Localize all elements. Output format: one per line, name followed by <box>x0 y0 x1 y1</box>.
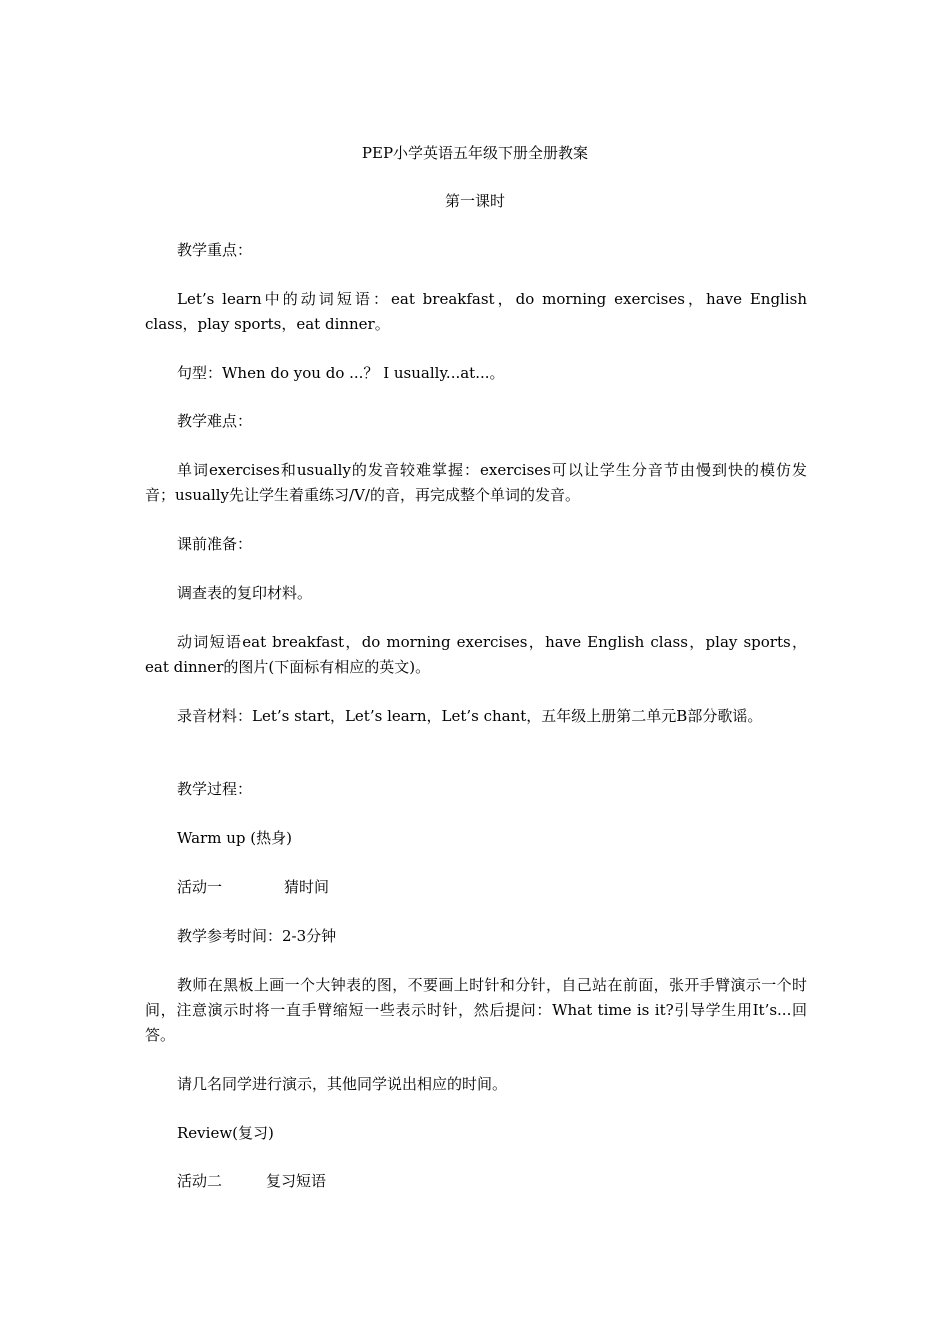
activity1-name: 猜时间 <box>284 878 330 896</box>
difficulty-text: 单词exercises和usually的发音较难掌握：exercises可以让学生分音节由慢到快的模仿发音；usually先让学生着重练习/V/的音，再完成整个单词的发音。 <box>145 461 807 504</box>
activity2-label: 活动二 <box>177 1172 223 1190</box>
process-heading: 教学过程： <box>177 780 253 798</box>
key-points-heading: 教学重点： <box>177 241 253 259</box>
sentence-pattern: 句型：When do you do ...？ I usually...at...。 <box>177 364 505 382</box>
prep-item-pictures: 动词短语eat breakfast，do morning exercises，have English class，play sports，eat dinner的图片(下面标有相应的英文)。 <box>145 633 807 676</box>
activity1-description: 教师在黑板上画一个大钟表的图，不要画上时针和分针，自己站在前面，张开手臂演示一个时间，注意演示时将一直手臂缩短一些表示时针，然后提问：What time is it?引导学生用It’s...回答。 <box>145 976 807 1044</box>
key-points-text: Let’s learn中的动词短语：eat breakfast，do morning exercises，have English class，play sports，eat dinner。 <box>145 290 807 333</box>
activity2-name: 复习短语 <box>266 1172 327 1190</box>
activity1-follow-up: 请几名同学进行演示，其他同学说出相应的时间。 <box>177 1075 508 1093</box>
prep-item-recordings: 录音材料：Let’s start，Let’s learn，Let’s chant，五年级上册第二单元B部分歌谣。 <box>177 707 763 725</box>
lesson-title: 第一课时 <box>444 192 505 210</box>
activity1-time: 教学参考时间：2-3分钟 <box>177 927 337 945</box>
warmup-heading: Warm up (热身) <box>177 829 292 847</box>
activity1-heading <box>145 875 807 900</box>
document-title: PEP小学英语五年级下册全册教案 <box>361 144 589 162</box>
activity1-label: 活动一 <box>177 878 223 896</box>
review-heading: Review(复习) <box>177 1124 274 1142</box>
preparation-heading: 课前准备： <box>177 535 253 553</box>
prep-item-survey: 调查表的复印材料。 <box>177 584 313 602</box>
difficulty-heading: 教学难点： <box>177 412 253 430</box>
activity2-heading <box>145 1169 807 1194</box>
